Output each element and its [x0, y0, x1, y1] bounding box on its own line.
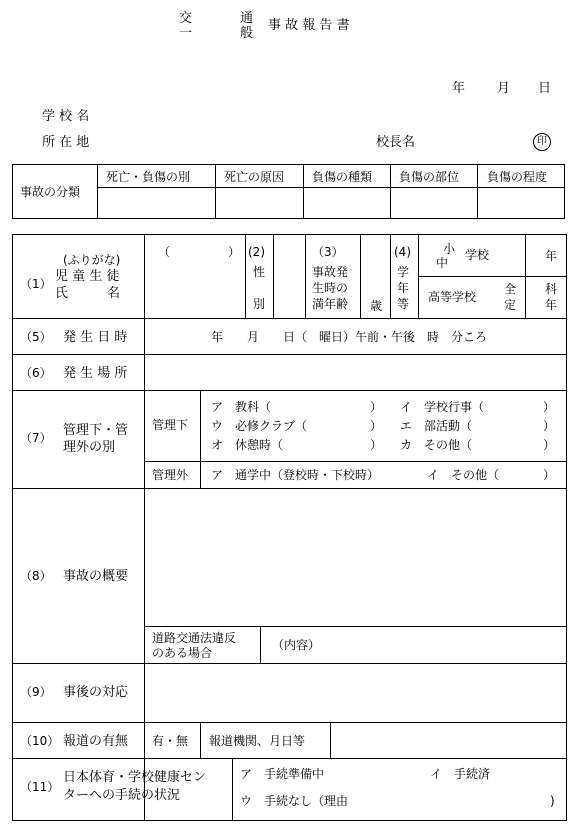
furigana-input[interactable]	[172, 240, 226, 260]
classification-input-cell[interactable]	[478, 188, 564, 218]
divider	[12, 722, 567, 723]
location-label: 所 在 地	[42, 135, 90, 150]
divider	[144, 461, 567, 462]
school-label: 学校	[465, 248, 490, 262]
grade-label: 等	[397, 297, 410, 311]
junior-high-label: 中	[436, 256, 449, 270]
option-procedure-done[interactable]: イ 手続済	[430, 767, 491, 781]
traffic-violation-label: 道路交通法違反	[152, 631, 237, 645]
student-name-input[interactable]	[150, 266, 242, 314]
option-other[interactable]: カ その他（	[400, 438, 473, 452]
row-number: （9）	[20, 685, 52, 699]
age-label: 事故発	[312, 265, 349, 279]
title-prefix-top: 交	[179, 11, 193, 26]
course-label: 科	[545, 282, 558, 296]
furigana-label: (ふりがな)	[63, 253, 121, 267]
grade-label: 年	[397, 281, 410, 295]
row-number: （11）	[20, 780, 60, 794]
traffic-violation-input[interactable]	[330, 628, 565, 661]
row-number: （10）	[20, 734, 60, 748]
classification-header-cell: 負傷の種類	[312, 170, 373, 184]
sex-label: 性	[253, 265, 266, 279]
divider	[418, 276, 567, 277]
follow-up-label: 事後の対応	[63, 685, 129, 700]
age-label: 生時の	[312, 281, 349, 295]
seal-mark: 印	[533, 133, 551, 151]
row-number: （8）	[20, 569, 52, 583]
page-title: 事 故 報 告 書	[268, 18, 350, 33]
divider	[330, 722, 331, 758]
option-paren-close: ）	[543, 419, 556, 433]
divider	[144, 626, 567, 627]
date-year: 年	[452, 81, 466, 96]
furigana-paren-left: （	[158, 245, 171, 259]
divider	[144, 234, 145, 821]
supervision-label: 管理下・管	[63, 423, 129, 438]
divider	[12, 390, 567, 391]
age-number: （3）	[312, 245, 344, 259]
year-label: 年	[545, 298, 558, 312]
classification-row-label: 事故の分類	[20, 185, 81, 199]
full-time-label: 全	[504, 282, 517, 296]
option-break-time[interactable]: オ 休憩時（	[211, 438, 284, 452]
accident-summary-label: 事故の概要	[63, 569, 129, 584]
traffic-violation-content-label: （内容）	[272, 638, 321, 652]
press-agency-label: 報道機関、月日等	[209, 734, 306, 748]
classification-header-cell: 負傷の部位	[399, 170, 460, 184]
title-mid-bottom: 般	[240, 26, 254, 41]
row-number: （5）	[20, 330, 52, 344]
divider	[12, 488, 567, 489]
principal-label: 校長名	[376, 135, 416, 150]
divider	[12, 663, 567, 664]
under-supervision-label: 管理下	[152, 418, 189, 432]
press-yes-no-option[interactable]: 有・無	[152, 734, 189, 748]
occurrence-datetime-label: 発 生 日 時	[63, 330, 128, 345]
part-time-label: 定	[504, 298, 517, 312]
traffic-violation-label: のある場合	[152, 646, 213, 660]
divider	[305, 234, 306, 318]
classification-header-cell: 死亡の原因	[224, 170, 285, 184]
date-month: 月	[497, 81, 511, 96]
option-paren-close: ）	[543, 400, 556, 414]
outside-supervision-label: 管理外	[152, 468, 189, 482]
jsc-procedure-label: ターへの手続の状況	[63, 788, 181, 803]
row-number: （6）	[20, 366, 52, 380]
option-club-activity[interactable]: エ 部活動（	[400, 419, 473, 433]
divider	[200, 722, 201, 758]
option-required-club[interactable]: ウ 必修クラブ（	[211, 419, 308, 433]
classification-input-cell[interactable]	[304, 188, 390, 218]
classification-header-cell: 負傷の程度	[487, 170, 548, 184]
option-paren-close: ）	[370, 400, 383, 414]
follow-up-input[interactable]	[146, 665, 565, 720]
option-outside-other[interactable]: イ その他（	[427, 468, 500, 482]
occurrence-datetime-field[interactable]: 年 月 日（ 曜日）午前・午後 時 分ころ	[211, 330, 488, 344]
divider	[260, 626, 261, 663]
divider	[200, 390, 201, 488]
divider	[12, 354, 567, 355]
grade-number: (4)	[394, 245, 411, 259]
accident-summary-input[interactable]	[146, 491, 565, 624]
title-mid-top: 通	[240, 11, 254, 26]
option-paren-close: ）	[543, 438, 556, 452]
grade-label: 学	[397, 265, 410, 279]
divider	[12, 758, 567, 759]
sex-label: 別	[253, 297, 266, 311]
divider	[245, 234, 246, 318]
school-name-label: 学 校 名	[42, 109, 90, 124]
title-prefix-bottom: 一	[179, 26, 193, 41]
option-procedure-preparing[interactable]: ア 手続準備中	[240, 767, 325, 781]
divider	[12, 318, 567, 319]
supervision-label: 理外の別	[63, 440, 116, 455]
high-school-label: 高等学校	[428, 290, 477, 304]
occurrence-place-input[interactable]	[146, 356, 565, 389]
divider	[232, 758, 233, 821]
age-label: 満年齢	[312, 297, 349, 311]
option-school-event[interactable]: イ 学校行事（	[400, 400, 485, 414]
year-label: 年	[545, 249, 558, 263]
sex-number: (2)	[248, 245, 265, 259]
classification-input-cell[interactable]	[216, 188, 303, 218]
classification-input-cell[interactable]	[391, 188, 477, 218]
option-teaching[interactable]: ア 教科（	[211, 400, 272, 414]
divider	[360, 234, 361, 318]
sex-input[interactable]	[274, 236, 304, 316]
furigana-paren-right: ）	[228, 245, 241, 259]
classification-header-cell: 死亡・負傷の別	[106, 170, 191, 184]
option-paren-close: ）	[543, 468, 556, 482]
student-name-label: 児 童 生 徒	[55, 269, 120, 284]
row-number: （7）	[20, 431, 52, 445]
student-name-label: 氏 名	[55, 286, 121, 301]
row-number: （1）	[20, 277, 52, 291]
classification-input-cell[interactable]	[98, 188, 215, 218]
option-paren-close: )	[550, 794, 555, 808]
occurrence-place-label: 発 生 場 所	[63, 366, 128, 381]
age-unit: 歳	[370, 299, 383, 313]
press-agency-input[interactable]	[332, 724, 565, 756]
elementary-label: 小	[443, 242, 456, 256]
date-day: 日	[538, 81, 552, 96]
option-paren-close: ）	[370, 419, 383, 433]
jsc-procedure-label: 日本体育・学校健康セン	[63, 770, 207, 785]
option-paren-close: ）	[370, 438, 383, 452]
option-procedure-none[interactable]: ウ 手続なし（理由	[240, 794, 349, 808]
press-coverage-label: 報道の有無	[63, 734, 129, 749]
divider	[390, 234, 391, 318]
option-commuting[interactable]: ア 通学中（登校時・下校時）	[211, 468, 380, 482]
